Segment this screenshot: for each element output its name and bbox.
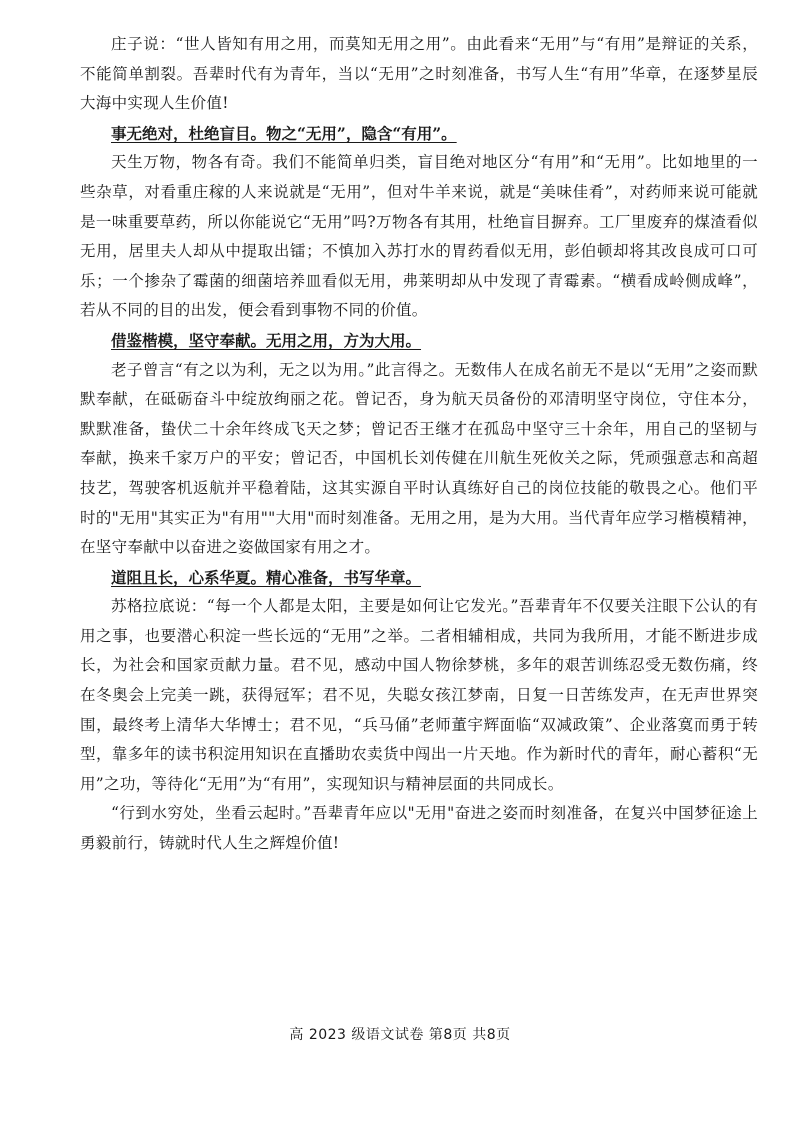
essay-paragraph-1: 天生万物，物各有奇。我们不能简单归类，盲目绝对地区分“有用”和“无用”。比如地里的一些杂草，对看重庄稼的人来说就是“无用”，但对牛羊来说，就是“美味佳肴”，对药师来说可能就是一味重要草药，所以你能说它“无用”吗?万物各有其用，杜绝盲目摒弃。工厂里废弃的煤渣看似无用，居里夫人却从中提取出镭；不慎加入苏打水的胃药看似无用，彭伯顿却将其改良成可口可乐；一个掺杂了霉菌的细菌培养皿看似无用，弗莱明却从中发现了青霉素。“横看成岭侧成峰”，若从不同的目的出发，便会看到事物不同的价值。	[80, 153, 758, 320]
section-heading-1-text: 事无绝对，杜绝盲目。物之“无用”，隐含“有用”。	[111, 123, 457, 143]
section-heading-3-text: 道阻且长，心系华夏。精心准备，书写华章。	[111, 567, 422, 587]
section-heading-2-text: 借鉴楷模，坚守奉献。无用之用，方为大用。	[111, 330, 422, 350]
essay-paragraph-2: 老子曾言“有之以为利，无之以为用。”此言得之。无数伟人在成名前无不是以“无用”之姿而默默奉献，在砥砺奋斗中绽放绚丽之花。曾记否，身为航天员备份的邓清明坚守岗位，守住本分，默默准备，蛰伏二十余年终成飞天之梦；曾记否王继才在孤岛中坚守三十余年，用自己的坚韧与奉献，换来千家万户的平安；曾记否，中国机长刘传健在川航生死攸关之际，凭顽强意志和高超技艺，驾驶客机返航并平稳着陆，这其实源自平时认真练好自己的岗位技能的敬畏之心。他们平时的"无用"其实正为"有用""大用"而时刻准备。无用之用，是为大用。当代青年应学习楷模精神，在坚守奉献中以奋进之姿做国家有用之才。	[80, 360, 758, 557]
section-heading-3	[80, 563, 758, 593]
page-footer: 高 2023 级语文试卷 第8页 共8页	[289, 1027, 511, 1043]
essay-paragraph-conclusion: “行到水穷处，坐看云起时。”吾辈青年应以"无用"奋进之姿而时刻准备，在复兴中国梦征途上勇毅前行，铸就时代人生之辉煌价值!	[80, 804, 758, 853]
essay-paragraph-intro: 庄子说：“世人皆知有用之用，而莫知无用之用”。由此看来“无用”与“有用”是辩证的关系，不能简单割裂。吾辈时代有为青年，当以“无用”之时刻准备，书写人生“有用”华章，在逐梦星辰大海中实现人生价值!	[80, 35, 758, 113]
section-heading-1	[80, 119, 758, 149]
essay-paragraph-3: 苏格拉底说：“每一个人都是太阳，主要是如何让它发光。”吾辈青年不仅要关注眼下公认的有用之事，也要潜心积淀一些长远的“无用”之举。二者相辅相成，共同为我所用，才能不断进步成长，为社会和国家贡献力量。君不见，感动中国人物徐梦桃，多年的艰苦训练忍受无数伤痛，终在冬奥会上完美一跳，获得冠军；君不见，失聪女孩江梦南，日复一日苦练发声，在无声世界突围，最终考上清华大华博士；君不见，“兵马俑”老师董宇辉面临“双减政策”、企业落寞而勇于转型，靠多年的读书积淀用知识在直播助农卖货中闯出一片天地。作为新时代的青年，耐心蓄积“无用”之功，等待化“无用”为“有用”，实现知识与精神层面的共同成长。	[80, 597, 758, 793]
section-heading-2	[80, 326, 758, 356]
essay-body	[80, 30, 758, 859]
